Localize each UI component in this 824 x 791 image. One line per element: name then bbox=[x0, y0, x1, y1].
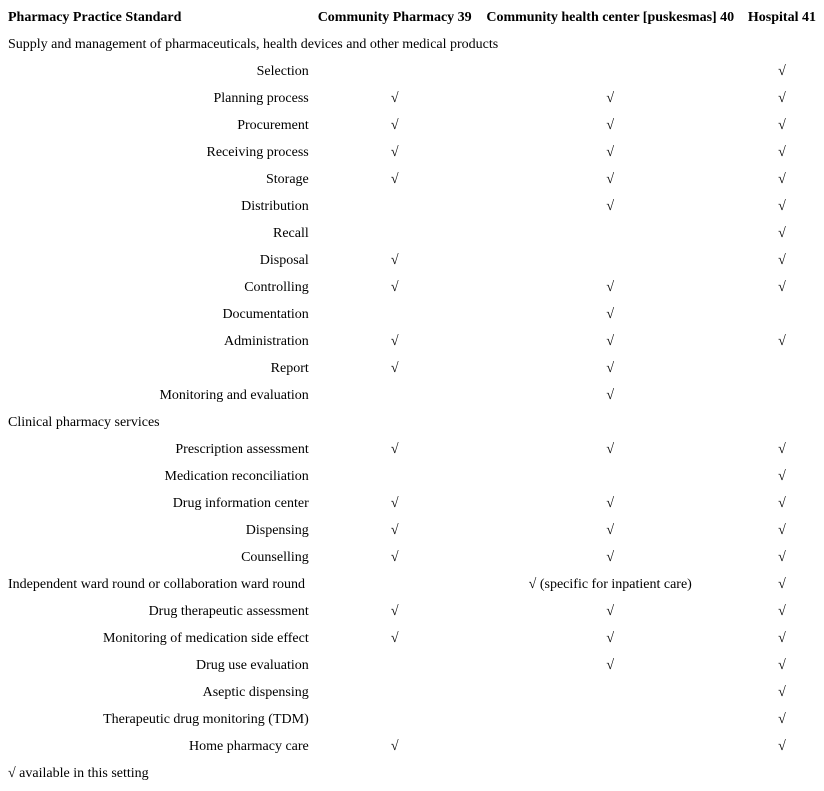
table-row bbox=[4, 85, 820, 112]
table-row bbox=[4, 220, 820, 247]
table-row bbox=[4, 382, 820, 409]
cell-community-pharmacy: √ bbox=[390, 441, 399, 457]
cell-hospital: √ bbox=[778, 522, 786, 538]
cell-community-health-center: √ bbox=[606, 306, 615, 322]
cell-community-health-center: √ bbox=[606, 495, 615, 511]
cell-community-health-center bbox=[477, 733, 744, 760]
cell-hospital: √ bbox=[778, 225, 786, 241]
row-label: Documentation bbox=[222, 306, 309, 322]
row-label: Drug information center bbox=[172, 495, 309, 511]
row-label: Receiving process bbox=[206, 144, 309, 160]
row-label: Aseptic dispensing bbox=[202, 684, 309, 700]
header-community-pharmacy: Community Pharmacy 39 bbox=[317, 9, 472, 25]
row-label: Dispensing bbox=[245, 522, 309, 538]
table-row bbox=[4, 328, 820, 355]
header-community-health-center: Community health center [puskesmas] 40 bbox=[486, 9, 735, 25]
table-body bbox=[4, 31, 820, 760]
row-label: Drug use evaluation bbox=[196, 657, 309, 673]
cell-hospital: √ bbox=[778, 738, 786, 754]
section-title: Supply and management of pharmaceuticals, health devices and other medical products bbox=[8, 36, 499, 52]
cell-hospital: √ bbox=[778, 576, 786, 592]
cell-community-pharmacy: √ bbox=[390, 144, 399, 160]
cell-hospital: √ bbox=[778, 252, 786, 268]
cell-community-health-center: √ (specific for inpatient care) bbox=[528, 576, 692, 592]
section-row bbox=[4, 409, 820, 436]
table-row bbox=[4, 355, 820, 382]
cell-community-health-center bbox=[477, 220, 744, 247]
cell-hospital: √ bbox=[778, 711, 786, 727]
cell-hospital: √ bbox=[778, 630, 786, 646]
cell-community-health-center bbox=[477, 463, 744, 490]
table-row bbox=[4, 598, 820, 625]
row-label: Disposal bbox=[259, 252, 309, 268]
cell-community-health-center: √ bbox=[606, 603, 615, 619]
cell-hospital: √ bbox=[778, 468, 786, 484]
cell-hospital: √ bbox=[778, 657, 786, 673]
row-label: Planning process bbox=[213, 90, 309, 106]
cell-community-health-center: √ bbox=[606, 90, 615, 106]
cell-hospital: √ bbox=[778, 684, 786, 700]
cell-community-health-center: √ bbox=[606, 144, 615, 160]
cell-hospital: √ bbox=[778, 63, 786, 79]
table-row bbox=[4, 436, 820, 463]
table-row bbox=[4, 139, 820, 166]
cell-community-pharmacy: √ bbox=[390, 603, 399, 619]
row-label: Monitoring of medication side effect bbox=[102, 630, 309, 646]
cell-community-health-center: √ bbox=[606, 657, 615, 673]
cell-community-pharmacy: √ bbox=[390, 495, 399, 511]
table-row bbox=[4, 733, 820, 760]
cell-community-health-center: √ bbox=[606, 387, 615, 403]
cell-community-pharmacy: √ bbox=[390, 279, 399, 295]
cell-community-pharmacy bbox=[313, 220, 477, 247]
cell-community-health-center: √ bbox=[606, 117, 615, 133]
cell-community-health-center: √ bbox=[606, 360, 615, 376]
row-label: Therapeutic drug monitoring (TDM) bbox=[103, 711, 309, 727]
cell-community-pharmacy bbox=[313, 571, 477, 598]
table-row bbox=[4, 571, 820, 598]
cell-community-pharmacy bbox=[313, 301, 477, 328]
footnote: √ available in this setting bbox=[8, 765, 149, 781]
cell-hospital: √ bbox=[778, 549, 786, 565]
pharmacy-practice-table bbox=[4, 4, 820, 787]
row-label: Storage bbox=[265, 171, 309, 187]
table-row bbox=[4, 166, 820, 193]
cell-community-pharmacy: √ bbox=[390, 360, 399, 376]
cell-community-health-center: √ bbox=[606, 171, 615, 187]
table-row bbox=[4, 112, 820, 139]
cell-community-pharmacy: √ bbox=[390, 333, 399, 349]
cell-hospital: √ bbox=[778, 90, 786, 106]
table-row bbox=[4, 301, 820, 328]
cell-community-health-center bbox=[477, 706, 744, 733]
cell-hospital: √ bbox=[778, 495, 786, 511]
row-label: Administration bbox=[223, 333, 309, 349]
table-row bbox=[4, 679, 820, 706]
cell-community-pharmacy bbox=[313, 706, 477, 733]
row-label: Procurement bbox=[237, 117, 309, 133]
table-row bbox=[4, 706, 820, 733]
row-label: Distribution bbox=[241, 198, 309, 214]
cell-community-pharmacy bbox=[313, 382, 477, 409]
cell-community-health-center bbox=[477, 679, 744, 706]
row-label: Home pharmacy care bbox=[189, 738, 309, 754]
row-label: Independent ward round or collaboration ward round bbox=[8, 576, 306, 592]
cell-hospital: √ bbox=[778, 144, 786, 160]
table-row bbox=[4, 463, 820, 490]
cell-community-health-center: √ bbox=[606, 441, 615, 457]
table-row bbox=[4, 490, 820, 517]
cell-hospital: √ bbox=[778, 198, 786, 214]
cell-community-health-center: √ bbox=[606, 333, 615, 349]
cell-hospital bbox=[744, 382, 820, 409]
cell-hospital: √ bbox=[778, 603, 786, 619]
row-label: Monitoring and evaluation bbox=[159, 387, 309, 403]
cell-community-health-center: √ bbox=[606, 198, 615, 214]
header-row bbox=[4, 4, 820, 31]
table-row bbox=[4, 652, 820, 679]
row-label: Selection bbox=[256, 63, 309, 79]
cell-community-health-center bbox=[477, 247, 744, 274]
table-row bbox=[4, 625, 820, 652]
cell-hospital: √ bbox=[778, 279, 786, 295]
footnote-row bbox=[4, 760, 820, 787]
cell-community-health-center: √ bbox=[606, 522, 615, 538]
cell-community-health-center: √ bbox=[606, 279, 615, 295]
cell-community-pharmacy bbox=[313, 58, 477, 85]
row-label: Drug therapeutic assessment bbox=[148, 603, 309, 619]
section-title: Clinical pharmacy services bbox=[8, 414, 160, 430]
table-row bbox=[4, 193, 820, 220]
cell-community-pharmacy bbox=[313, 463, 477, 490]
section-row bbox=[4, 31, 820, 58]
table-row bbox=[4, 58, 820, 85]
row-label: Counselling bbox=[241, 549, 309, 565]
cell-community-pharmacy: √ bbox=[390, 252, 399, 268]
cell-community-pharmacy: √ bbox=[390, 117, 399, 133]
cell-community-health-center: √ bbox=[606, 630, 615, 646]
cell-community-pharmacy bbox=[313, 652, 477, 679]
cell-community-pharmacy: √ bbox=[390, 738, 399, 754]
row-label: Recall bbox=[272, 225, 309, 241]
row-label: Controlling bbox=[244, 279, 309, 295]
cell-community-health-center: √ bbox=[606, 549, 615, 565]
cell-community-pharmacy: √ bbox=[390, 549, 399, 565]
cell-hospital: √ bbox=[778, 171, 786, 187]
cell-community-pharmacy: √ bbox=[390, 630, 399, 646]
cell-hospital bbox=[744, 355, 820, 382]
cell-hospital: √ bbox=[778, 333, 786, 349]
table-row bbox=[4, 247, 820, 274]
header-hospital: Hospital 41 bbox=[747, 9, 816, 25]
cell-hospital bbox=[744, 301, 820, 328]
cell-community-pharmacy: √ bbox=[390, 90, 399, 106]
cell-community-pharmacy bbox=[313, 193, 477, 220]
table-row bbox=[4, 274, 820, 301]
header-standard: Pharmacy Practice Standard bbox=[8, 9, 182, 25]
cell-community-pharmacy: √ bbox=[390, 522, 399, 538]
table-row bbox=[4, 544, 820, 571]
row-label: Prescription assessment bbox=[175, 441, 309, 457]
cell-community-pharmacy bbox=[313, 679, 477, 706]
cell-community-pharmacy: √ bbox=[390, 171, 399, 187]
table-row bbox=[4, 517, 820, 544]
cell-community-health-center bbox=[477, 58, 744, 85]
row-label: Medication reconciliation bbox=[164, 468, 309, 484]
cell-hospital: √ bbox=[778, 117, 786, 133]
cell-hospital: √ bbox=[778, 441, 786, 457]
row-label: Report bbox=[270, 360, 309, 376]
